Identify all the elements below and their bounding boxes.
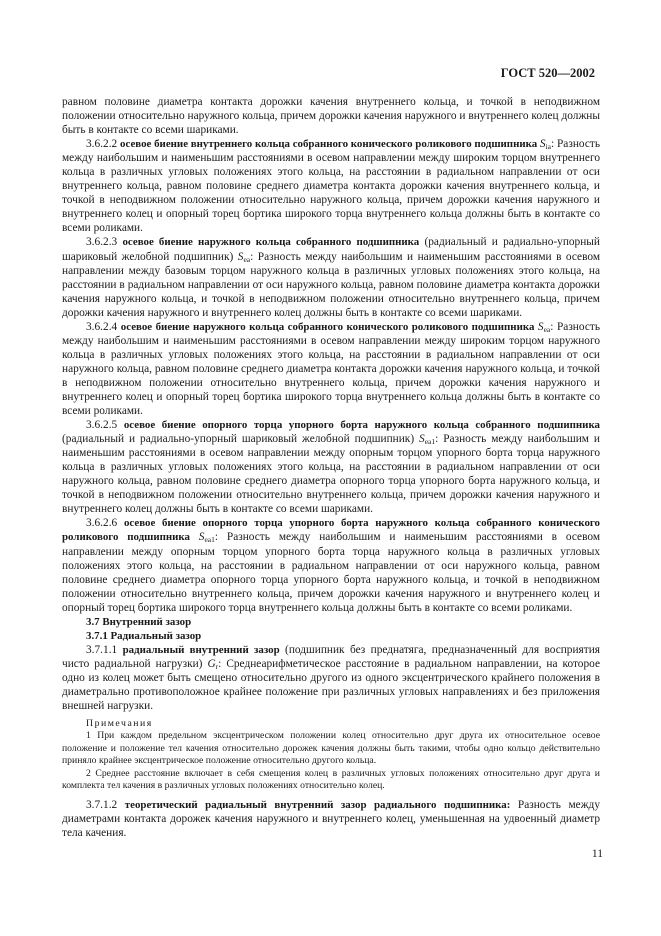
page-number: 11 [591, 848, 603, 860]
symbol-subscript: ea [243, 254, 251, 264]
definition: : Разность между наибольшим и наименьшим расстояниями в осевом направлении между опорным торцом упорного борта торца наружного кольца в различных угловых положениях этого кольца, на расстоянии в радиальном направлении от оси наружного кольца, равном половине среднего диаметра опорного торца упорного борта наружного кольца, и точкой в неподвижном положении относительно внутреннего кольца, причем дорожки качения наружного и внутреннего колец и опорный торец бортика широкого торца внутреннего кольца должны быть в контакте со всеми роликами. [62, 531, 600, 614]
section-heading-3-7: 3.7 Внутренний зазор [86, 615, 192, 628]
note-1: 1 При каждом предельном эксцентрическом положении колец относительно друг друга их относительное осевое положение и положение тел качения относительно дорожек качения должны быть такими, чтобы одно кольцо действительно приняло крайнее эксцентрическое положение относительно другого кольца. [62, 730, 600, 767]
symbol-subscript: ea1 [424, 437, 436, 447]
symbol-subscript: ea [543, 324, 551, 334]
symbol: S [419, 433, 425, 446]
symbol-subscript: ea1 [204, 535, 215, 545]
definition: : Разность между наибольшим и наименьшим расстояниями в осевом направлении между широким торцом внутреннего кольца в различных угловых положениях этого кольца, на расстоянии в радиальном направлении от оси внутреннего кольца, равном половине среднего диаметра контакта дорожки качения внутреннего кольца, и точкой в неподвижном положении относительно наружного кольца, причем дорожки качения наружного и внутреннего колец и опорный торец бортика широкого торца внутреннего кольца должны быть в контакте со всеми роликами. [62, 138, 601, 235]
definition: : Разность между наибольшим и наименьшим расстояниями в осевом направлении между базовым торцом наружного кольца в различных угловых положениях этого кольца, на расстоянии в радиальном направлении от оси наружного кольца, равном половине диаметра контакта дорожки качения наружного кольца, и точкой в неподвижном положении относительно внутреннего кольца, причем дорожки качения наружного и внутреннего колец должны быть в контакте со всеми шариками. [62, 250, 600, 319]
clause-3-7-1-1 [62, 643, 600, 713]
standard-designation: ГОСТ 520—2002 [500, 66, 595, 80]
term: радиальный внутренний зазор [122, 643, 280, 656]
symbol: S [539, 138, 546, 151]
clause-number: 3.6.2.5 [86, 419, 124, 432]
note-2: 2 Среднее расстояние включает в себя смещения колец в различных угловых положениях относительно друг друга и комплекта тел качения в различных угловых положениях относительно колец. [62, 767, 600, 792]
term: осевое биение наружного кольца собранного подшипника [122, 236, 420, 249]
term: теоретический радиальный внутренний зазор радиального подшипника: [124, 798, 511, 811]
clause-number: 3.7.1.2 [86, 798, 125, 811]
term-qualifier: (радиальный и радиально-упорный шариковый желобной подшипник) [62, 236, 600, 263]
symbol: S [537, 320, 544, 333]
clause-3-6-2-2 [62, 137, 600, 235]
term: осевое биение внутреннего кольца собранного конического роликового подшипника [120, 138, 540, 151]
clause-3-6-2-5 [62, 418, 600, 516]
clause-3-6-2-3 [62, 235, 600, 319]
symbol: S [237, 250, 244, 263]
term: осевое биение опорного торца упорного борта наружного кольца собранного подшипника [123, 419, 600, 432]
term: осевое биение опорного торца упорного борта наружного кольца собранного конического роликового подшипника [62, 517, 601, 544]
symbol-subscript: ia [545, 142, 551, 152]
clause-number: 3.7.1.1 [86, 643, 123, 656]
clause-number: 3.6.2.2 [86, 138, 121, 151]
continued-paragraph: равном половине диаметра контакта дорожки качения внутреннего кольца, и точкой в неподвижном положении относительно наружного кольца, причем дорожки качения наружного и внутреннего колец должны быть в контакте со всеми шариками. [62, 96, 600, 137]
definition: : Среднеарифметическое расстояние в радиальном направлении, на которое одно из колец может быть смещено относительно другого из одного эксцентрического крайнего положения в диаметрально противоположное крайнее положение при различных угловых направлениях и без приложения внешней нагрузки. [62, 657, 600, 713]
symbol: S [198, 531, 205, 544]
symbol: G [207, 657, 216, 670]
clause-3-6-2-6 [62, 516, 600, 614]
clause-number: 3.6.2.3 [86, 236, 123, 249]
clause-3-7-1-2 [62, 798, 600, 840]
clause-number: 3.6.2.4 [86, 320, 121, 333]
term-qualifier: (подшипник без преднатяга, предназначенный для восприятия чисто радиальной нагрузки) [62, 643, 601, 670]
definition: : Разность между наибольшим и наименьшим расстояниями в осевом направлении между широким торцом наружного кольца в различных угловых положениях этого кольца, на расстоянии в радиальном направлении от оси наружного кольца, равном половине среднего диаметра контакта дорожки качения наружного кольца, и точкой в неподвижном положении относительно внутреннего кольца, причем дорожки качения наружного и внутреннего колец и опорный торец бортика широкого торца внутреннего кольца должны быть в контакте со всеми роликами. [62, 320, 600, 418]
term: осевое биение наружного кольца собранного конического роликового подшипника [120, 320, 538, 333]
notes-block [62, 718, 600, 792]
clause-3-6-2-4 [62, 320, 600, 418]
definition: : Разность между наибольшим и наименьшим расстояниями в осевом направлении между опорным торцом упорного борта торца наружного кольца в различных угловых положениях этого кольца, на расстоянии в радиальном направлении от оси наружного кольца, равном половине среднего диаметра опорного торца упорного борта наружного кольца, и точкой в неподвижном положении относительно внутреннего кольца, причем дорожки качения наружного и внутреннего колец должны быть в контакте со всеми шариками. [62, 433, 600, 516]
term-qualifier: (радиальный и радиально-упорный шариковый желобной подшипник) [62, 433, 420, 446]
clause-number: 3.6.2.6 [86, 517, 124, 530]
page-body [62, 95, 600, 840]
section-heading-3-7-1: 3.7.1 Радиальный зазор [86, 629, 202, 642]
symbol-subscript: r [215, 661, 219, 671]
notes-title: Примечания [86, 718, 153, 730]
definition: Разность между диаметрами контакта дорожек качения наружного и внутреннего колец, уменьшенная на удвоенный диаметр тела качения. [62, 798, 600, 839]
